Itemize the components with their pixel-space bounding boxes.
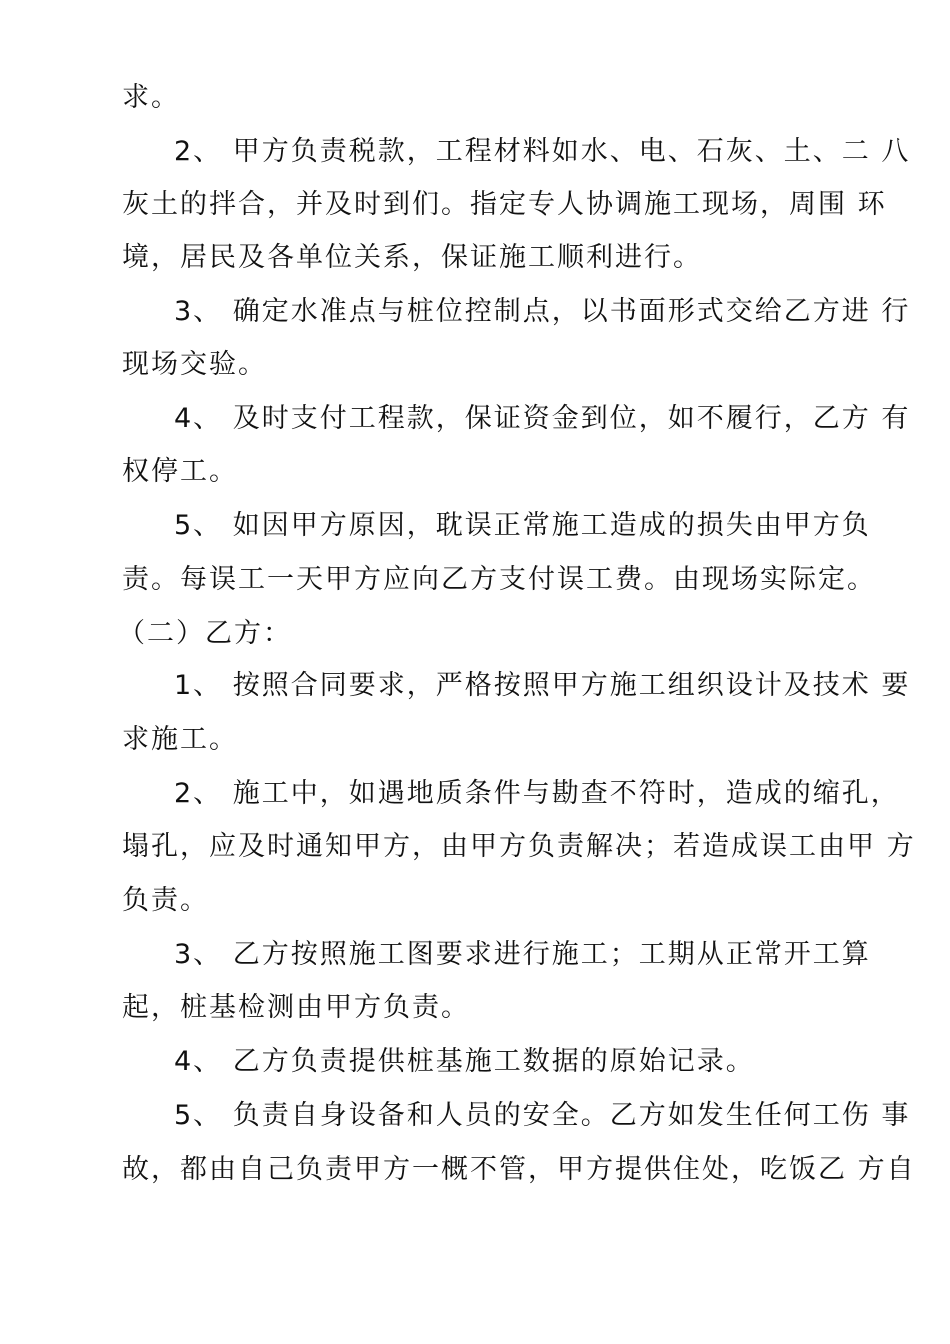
text-line: 现场交验。 <box>122 349 267 380</box>
text-line: 权停工。 <box>122 456 238 487</box>
clause-line: 1、 按照合同要求，严格按照甲方施工组织设计及技术 要 <box>174 670 911 701</box>
text-line: 负责。 <box>122 885 209 916</box>
clause-line: 5、 负责自身设备和人员的安全。乙方如发生任何工伤 事 <box>174 1100 911 1131</box>
clause-line: 2、 甲方负责税款，工程材料如水、电、石灰、土、二 八 <box>174 136 911 167</box>
text-line: 灰土的拌合，并及时到们。指定专人协调施工现场，周围 环 <box>122 189 887 220</box>
clause-line: 4、 及时支付工程款，保证资金到位，如不履行，乙方 有 <box>174 403 911 434</box>
clause-line: 2、 施工中，如遇地质条件与勘查不符时，造成的缩孔， <box>174 778 900 809</box>
text-line: 求。 <box>122 82 180 113</box>
text-line: 境，居民及各单位关系，保证施工顺利进行。 <box>122 242 702 273</box>
text-line: 故，都由自己负责甲方一概不管，甲方提供住处，吃饭乙 方自 <box>122 1154 916 1185</box>
clause-line: 3、 确定水准点与桩位控制点，以书面形式交给乙方进 行 <box>174 296 911 327</box>
text-line: 求施工。 <box>122 724 238 755</box>
text-line: 塌孔，应及时通知甲方，由甲方负责解决；若造成误工由甲 方 <box>122 831 916 862</box>
clause-line: 4、 乙方负责提供桩基施工数据的原始记录。 <box>174 1046 755 1077</box>
section-heading: （二）乙方： <box>118 618 292 649</box>
text-line: 责。每误工一天甲方应向乙方支付误工费。由现场实际定。 <box>122 564 876 595</box>
clause-line: 3、 乙方按照施工图要求进行施工；工期从正常开工算 <box>174 939 871 970</box>
clause-line: 5、 如因甲方原因，耽误正常施工造成的损失由甲方负 <box>174 510 871 541</box>
text-line: 起，桩基检测由甲方负责。 <box>122 992 470 1023</box>
